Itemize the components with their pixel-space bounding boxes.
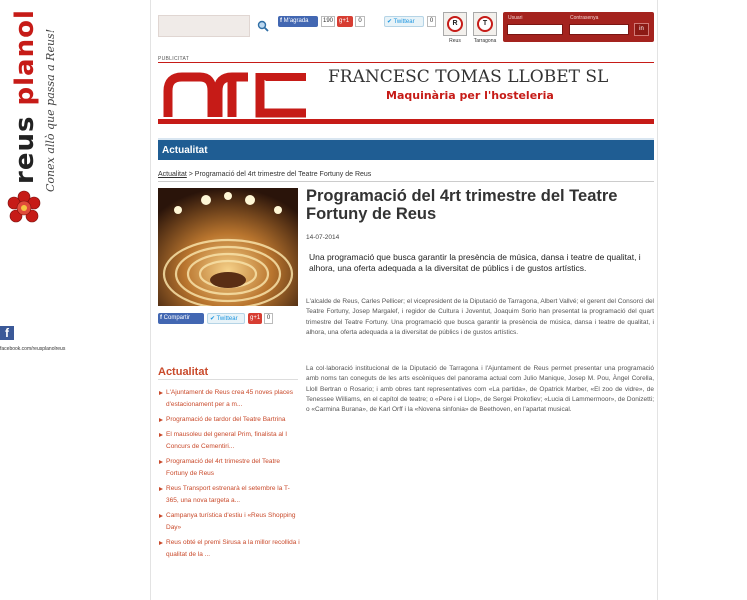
ad-tagline: Maquinària per l'hosteleria [386,89,554,102]
facebook-icon[interactable]: f [0,326,14,340]
article-paragraph: La col·laboració institucional de la Diputació de Tarragona i l'Ajuntament de Reus permet presentar una programació amb noms tan coneguts de les arts escèniques del panorama actual com Julio Manique, Josep M. Pou, Àngel Corella, Lloll Bertran o Rosario; i amb obres tant representatives com «La partida», de Opatrick Marber, «El zoo de vidre», de Tenessee Williams, en el capítol de teatre; o «Pere i el Llop», de Sergei Prokofiev; «Lucia di Lammermoor», de Donizetti; o «Carmina Burana», de Karl Orff i la «Novena sinfonia» de Beethoven, en l'apartat musical. [306,365,654,414]
share-facebook-label: Compartir [163,315,191,321]
brand-name-part1: reus [10,105,40,184]
news-link[interactable]: Reus obté el premi Sirusa a la millor recollida i qualitat de la ... [158,537,300,561]
facebook-icon: f [160,315,162,321]
brand-logo[interactable] [2,9,58,192]
theatre-photo[interactable] [158,188,298,306]
brand-name-part2: planol [10,9,40,106]
divider [158,181,654,182]
search-input[interactable] [158,15,250,37]
news-link[interactable]: Reus Transport estrenarà el setembre la T-365, una nova targeta a... [158,483,300,507]
breadcrumb-root[interactable]: Actualitat [158,171,187,178]
rose-icon [6,190,42,226]
gplus-button[interactable]: g+1 [337,16,353,27]
gplus-count: 0 [355,16,365,27]
share-gplus-count: 0 [264,313,273,324]
top-bar [151,8,659,48]
section-title: Actualitat [162,145,208,156]
news-link[interactable]: Campanya turística d'estiu i «Reus Shopping Day» [158,510,300,534]
password-input[interactable] [569,24,629,35]
news-link[interactable]: El mausoleu del general Prim, finalista al I Concurs de Cementiri... [158,429,300,453]
share-twitter-button[interactable] [207,313,245,324]
user-label: Usuari [508,15,523,21]
brand-name [10,9,40,184]
city-letter: T [477,16,493,32]
facebook-like-button[interactable] [278,16,318,27]
article-share-row [158,313,298,325]
article-title: Programació del 4rt trimestre del Teatre Fortuny de Reus [306,187,618,223]
ad-label: PUBLICITAT [158,56,190,62]
main-column [150,0,658,600]
city-label: Tarragona [473,38,497,44]
twitter-icon: ✔ [210,316,216,322]
ad-company: FRANCESC TOMAS LLOBET SL [328,67,609,87]
login-button[interactable]: in [634,23,649,36]
breadcrumb [158,171,371,178]
login-box [503,12,654,42]
ad-banner[interactable] [158,62,654,124]
city-letter: R [447,16,463,32]
road-sign-icon [443,12,467,36]
sidebar-title: Actualitat [158,366,209,378]
facebook-like-count: 190 [321,16,335,27]
news-link[interactable]: L'Ajuntament de Reus crea 45 noves places d'estacionament per a m... [158,387,300,411]
twitter-label: Twittear [393,19,415,25]
breadcrumb-current: Programació del 4rt trimestre del Teatre Fortuny de Reus [194,171,372,178]
share-twitter-label: Twittear [216,316,238,322]
share-gplus-button[interactable]: g+1 [248,313,262,324]
city-tarragona[interactable] [472,12,498,44]
article-paragraph: L'alcalde de Reus, Carles Pellicer; el vicepresident de la Diputació de Tarragona, Albert Vallvé; el gerent del Consorci del Teatre Fortuny, Josep Margalef, i regidor de Cultura i Joventut, Joaquim Sorio han presentat la programació del quart trimestre del Teatre Fortuny. Una programació que busca garantir la presència de música, dansa i teatre de qualitat, i alhora, una oferta adequada a la diversitat de públics i de gustos artístics. [306,298,654,336]
user-input[interactable] [507,24,563,35]
twitter-icon: ✔ [387,19,393,25]
breadcrumb-separator: > [188,171,193,178]
road-sign-icon [473,12,497,36]
search-icon[interactable] [257,20,269,32]
article-lead: Una programació que busca garantir la presència de música, dansa i teatre de qualitat, i alhora, una oferta adequada a la diversitat de públics i de gustos artístics. [309,252,641,273]
sidebar-news-list [158,387,300,564]
news-link[interactable]: Programació del 4rt trimestre del Teatre Fortuny de Reus [158,456,300,480]
brand-tagline: Conex allò que passa a Reus! [44,28,57,192]
share-facebook-button[interactable] [158,313,204,324]
city-label: Reus [449,38,461,44]
facebook-like-label: M'agrada [283,18,309,24]
section-header [158,138,654,160]
article-date: 14-07-2014 [306,234,340,241]
facebook-url[interactable]: facebook.com/reusplanolreus [0,346,66,352]
password-label: Contrasenya [570,15,599,21]
divider [158,379,298,380]
twitter-button[interactable] [384,16,424,27]
city-reus[interactable] [442,12,468,44]
facebook-icon: f [280,18,282,24]
ftl-logo [160,67,310,119]
brand-rail [0,0,66,600]
twitter-count: 0 [427,16,436,27]
news-link[interactable]: Programació de tardor del Teatre Bartrina [158,414,300,426]
